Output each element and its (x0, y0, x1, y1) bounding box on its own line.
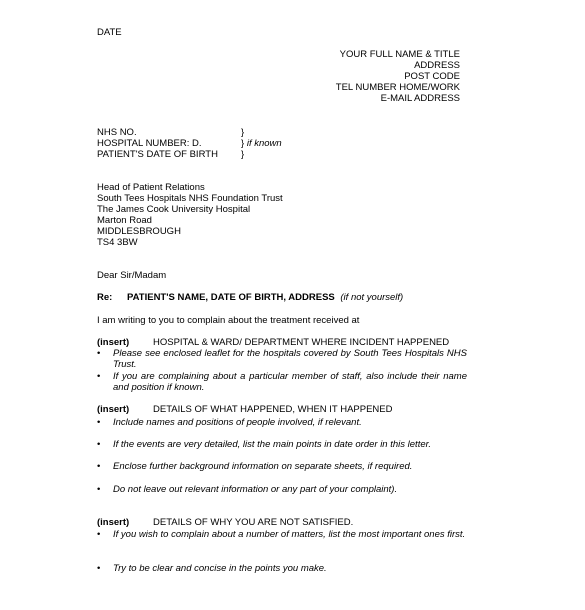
date-label: DATE (97, 27, 122, 38)
section-title: DETAILS OF WHAT HAPPENED, WHEN IT HAPPENED (153, 404, 393, 415)
ref-brace: } (241, 127, 245, 138)
list-item (97, 461, 467, 472)
sender-name-title: YOUR FULL NAME & TITLE (339, 49, 460, 60)
sender-address: ADDRESS (414, 60, 460, 71)
list-item-text: If you wish to complain about a number of matters, list the most important ones first. (113, 529, 466, 540)
ref-hospital-number (97, 138, 282, 149)
section-heading (97, 517, 353, 528)
sender-post-code: POST CODE (404, 71, 460, 82)
list-item-text: Please see enclosed leaflet for the hospitals covered by South Tees Hospitals NHS Trust. (113, 348, 467, 370)
sender-tel-number: TEL NUMBER HOME/WORK (335, 82, 460, 93)
bullet-icon: • (97, 439, 101, 450)
bullet-icon: • (97, 484, 101, 495)
ref-brace: } (241, 149, 245, 160)
list-item (97, 348, 467, 370)
sender-block (336, 49, 460, 104)
bullet-icon: • (97, 371, 101, 382)
subject-line (97, 292, 403, 303)
list-item (97, 484, 467, 495)
list-item (97, 417, 467, 428)
bullet-icon: • (97, 348, 101, 359)
recipient-line: Marton Road (97, 215, 152, 226)
ref-note: if known (246, 138, 282, 149)
section-heading (97, 404, 392, 415)
bullet-icon: • (97, 563, 101, 574)
recipient-line: The James Cook University Hospital (97, 204, 251, 215)
list-item (97, 529, 467, 540)
insert-marker: (insert) (97, 337, 130, 348)
insert-marker: (insert) (97, 404, 130, 415)
ref-nhs-no (97, 127, 244, 138)
section-title: DETAILS OF WHY YOU ARE NOT SATISFIED. (153, 517, 354, 528)
ref-label: NHS NO. (97, 127, 137, 138)
subject-text: PATIENT'S NAME, DATE OF BIRTH, ADDRESS (127, 292, 335, 303)
sender-email: E-MAIL ADDRESS (380, 93, 460, 104)
list-item-text: Try to be clear and concise in the points you make. (113, 563, 327, 574)
list-item-text: Include names and positions of people involved, if relevant. (113, 417, 362, 428)
ref-date-of-birth (97, 149, 244, 160)
salutation: Dear Sir/Madam (97, 270, 167, 281)
ref-label: HOSPITAL NUMBER: D. (97, 138, 202, 149)
list-item (97, 371, 467, 393)
recipient-line: MIDDLESBROUGH (97, 226, 181, 237)
list-item-text: If the events are very detailed, list the main points in date order in this letter. (113, 439, 432, 450)
recipient-line: Head of Patient Relations (97, 182, 205, 193)
bullet-icon: • (97, 461, 101, 472)
ref-brace: } (241, 138, 245, 149)
section-title: HOSPITAL & WARD/ DEPARTMENT WHERE INCIDENT HAPPENED (153, 337, 450, 348)
list-item-text: Do not leave out relevant information or any part of your complaint). (113, 484, 398, 495)
list-item-text: Enclose further background information on separate sheets, if required. (113, 461, 413, 472)
section-heading (97, 337, 449, 348)
list-item-text: If you are complaining about a particular member of staff, also include their name and position if known. (113, 371, 467, 393)
recipient-line: TS4 3BW (97, 237, 138, 248)
ref-label: PATIENT'S DATE OF BIRTH (97, 149, 218, 160)
bullet-icon: • (97, 417, 101, 428)
subject-note: (if not yourself) (340, 292, 404, 303)
list-item (97, 439, 467, 450)
bullet-icon: • (97, 529, 101, 540)
intro-text: I am writing to you to complain about the treatment received at (97, 315, 360, 326)
insert-marker: (insert) (97, 517, 130, 528)
recipient-address (97, 182, 283, 248)
list-item (97, 563, 467, 574)
recipient-line: South Tees Hospitals NHS Foundation Trust (97, 193, 283, 204)
subject-prefix: Re: (97, 292, 113, 303)
